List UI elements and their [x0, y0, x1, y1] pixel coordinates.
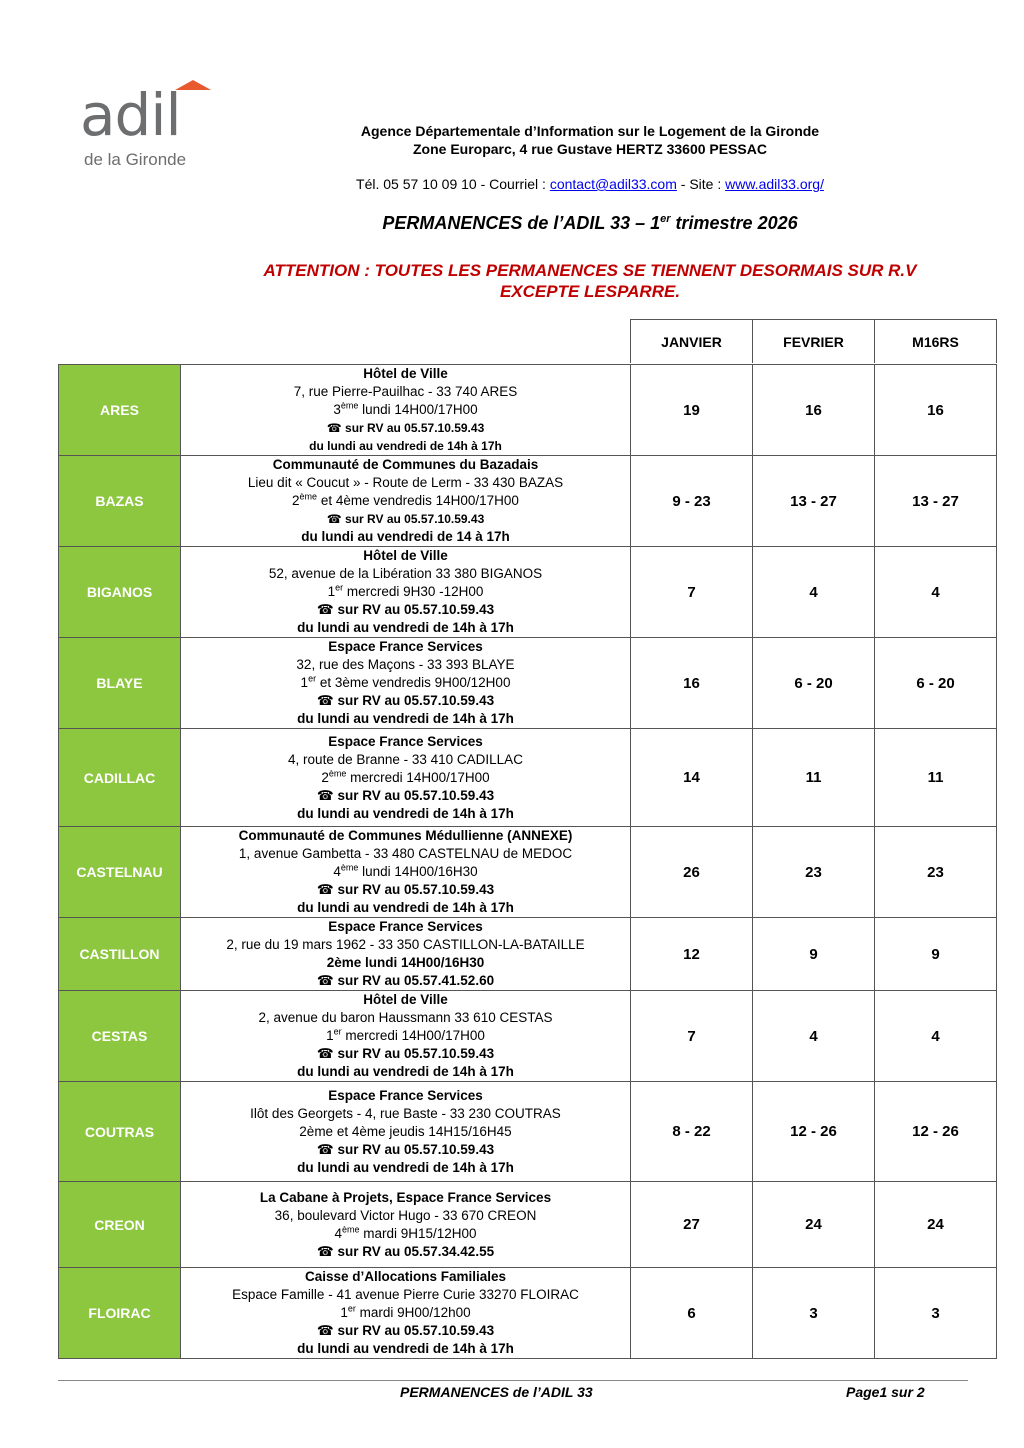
table-row — [59, 918, 997, 991]
venue-name: Espace France Services — [328, 919, 483, 934]
table-row — [59, 365, 997, 456]
schedule: 4ème mardi 9H15/12H00 — [334, 1224, 477, 1241]
venue-name: Espace France Services — [328, 639, 483, 654]
opening-hours: du lundi au vendredi de 14 à 17h — [301, 529, 510, 544]
permanences-table — [58, 364, 997, 1359]
city-cell: CASTILLON — [59, 918, 181, 991]
opening-hours: du lundi au vendredi de 14h à 17h — [297, 1064, 514, 1079]
date-cell-jan: 27 — [631, 1182, 753, 1268]
venue-name: Hôtel de Ville — [363, 992, 448, 1007]
date-cell-feb: 6 - 20 — [753, 638, 875, 729]
column-header-january: JANVIER — [630, 319, 753, 363]
appointment-phone: ☎ sur RV au 05.57.41.52.60 — [316, 973, 495, 988]
schedule: 3ème lundi 14H00/17H00 — [333, 400, 478, 417]
schedule: 2ème et 4ème vendredis 14H00/17H00 — [292, 491, 519, 508]
address-cell — [181, 1082, 631, 1182]
appointment-phone: ☎ sur RV au 05.57.10.59.43 — [326, 512, 485, 526]
warning-notice — [170, 260, 1010, 302]
table-row — [59, 827, 997, 918]
website-link[interactable]: www.adil33.org/ — [725, 176, 824, 192]
schedule: 1er mardi 9H00/12h00 — [340, 1303, 471, 1320]
opening-hours: du lundi au vendredi de 14h à 17h — [297, 900, 514, 915]
venue-address: 7, rue Pierre-Pauilhac - 33 740 ARES — [293, 384, 518, 399]
footer-divider — [58, 1380, 968, 1381]
venue-address: 32, rue des Maçons - 33 393 BLAYE — [296, 657, 515, 672]
venue-address: 2, rue du 19 mars 1962 - 33 350 CASTILLON-LA-BATAILLE — [226, 937, 585, 952]
opening-hours: du lundi au vendredi de 14h à 17h — [297, 1341, 514, 1356]
address-cell — [181, 1182, 631, 1268]
address-cell — [181, 365, 631, 456]
venue-name: La Cabane à Projets, Espace France Services — [259, 1189, 552, 1205]
venue-address: Espace Famille - 41 avenue Pierre Curie 33270 FLOIRAC — [232, 1287, 579, 1302]
email-link[interactable]: contact@adil33.com — [549, 176, 677, 192]
venue-address: Lieu dit « Coucut » - Route de Lerm - 33 430 BAZAS — [247, 475, 564, 490]
schedule: 4ème lundi 14H00/16H30 — [333, 862, 478, 879]
date-cell-feb: 24 — [753, 1182, 875, 1268]
appointment-phone: ☎ sur RV au 05.57.10.59.43 — [316, 1141, 495, 1157]
org-name: Agence Départementale d’Information sur le Logement de la Gironde — [360, 123, 820, 139]
warning-line-2: EXCEPTE LESPARRE. — [499, 282, 681, 301]
appointment-phone: ☎ sur RV au 05.57.10.59.43 — [316, 882, 495, 897]
date-cell-jan: 9 - 23 — [631, 456, 753, 547]
city-cell: CASTELNAU — [59, 827, 181, 918]
venue-address: 52, avenue de la Libération 33 380 BIGANOS — [268, 566, 543, 581]
opening-hours: du lundi au vendredi de 14h à 17h — [297, 1159, 514, 1175]
city-cell: BIGANOS — [59, 547, 181, 638]
date-cell-jan: 12 — [631, 918, 753, 991]
table-row — [59, 991, 997, 1082]
date-cell-mar: 3 — [875, 1268, 997, 1359]
venue-address: 4, route de Branne - 33 410 CADILLAC — [288, 751, 523, 767]
city-cell: ARES — [59, 365, 181, 456]
schedule: 1er et 3ème vendredis 9H00/12H00 — [300, 673, 511, 690]
date-cell-mar: 9 — [875, 918, 997, 991]
date-cell-jan: 14 — [631, 729, 753, 827]
date-cell-jan: 6 — [631, 1268, 753, 1359]
city-cell: FLOIRAC — [59, 1268, 181, 1359]
date-cell-jan: 26 — [631, 827, 753, 918]
address-cell — [181, 729, 631, 827]
date-cell-feb: 16 — [753, 365, 875, 456]
address-cell — [181, 456, 631, 547]
venue-name: Hôtel de Ville — [363, 548, 448, 563]
address-cell — [181, 1268, 631, 1359]
city-cell: CREON — [59, 1182, 181, 1268]
site-label: - Site : — [676, 176, 726, 192]
org-address: Zone Europarc, 4 rue Gustave HERTZ 33600 PESSAC — [412, 141, 767, 157]
date-cell-mar: 4 — [875, 991, 997, 1082]
logo-subtitle: de la Gironde — [84, 150, 187, 169]
date-cell-mar: 11 — [875, 729, 997, 827]
date-cell-feb: 3 — [753, 1268, 875, 1359]
table-row — [59, 547, 997, 638]
appointment-phone: ☎ sur RV au 05.57.10.59.43 — [316, 602, 495, 617]
date-cell-mar: 12 - 26 — [875, 1082, 997, 1182]
appointment-phone: ☎ sur RV au 05.57.10.59.43 — [316, 693, 495, 708]
venue-name: Communauté de Communes Médullienne (ANNEXE) — [238, 828, 573, 843]
venue-address: 1, avenue Gambetta - 33 480 CASTELNAU de MEDOC — [238, 846, 573, 861]
address-cell — [181, 638, 631, 729]
date-cell-jan: 19 — [631, 365, 753, 456]
date-cell-jan: 8 - 22 — [631, 1082, 753, 1182]
city-cell: CESTAS — [59, 991, 181, 1082]
appointment-phone: ☎ sur RV au 05.57.10.59.43 — [316, 1323, 495, 1338]
date-cell-jan: 7 — [631, 547, 753, 638]
schedule: 1er mercredi 9H30 -12H00 — [327, 582, 484, 599]
venue-address: Ilôt des Georgets - 4, rue Baste - 33 230 COUTRAS — [250, 1105, 561, 1121]
column-header-march: M16RS — [874, 319, 997, 363]
date-cell-feb: 23 — [753, 827, 875, 918]
footer-title: PERMANENCES de l’ADIL 33 — [400, 1384, 593, 1400]
phone-text: Tél. 05 57 10 09 10 - Courriel : — [356, 176, 550, 192]
date-cell-mar: 6 - 20 — [875, 638, 997, 729]
opening-hours: du lundi au vendredi de 14h à 17h — [297, 620, 514, 635]
city-cell: COUTRAS — [59, 1082, 181, 1182]
schedule: 2ème et 4ème jeudis 14H15/16H45 — [299, 1123, 512, 1139]
address-cell — [181, 827, 631, 918]
venue-name: Espace France Services — [328, 733, 483, 749]
address-cell — [181, 991, 631, 1082]
organisation-header — [240, 122, 940, 158]
warning-line-1: ATTENTION : TOUTES LES PERMANENCES SE TIENNENT DESORMAIS SUR R.V — [263, 261, 917, 280]
table-row — [59, 1268, 997, 1359]
date-cell-mar: 4 — [875, 547, 997, 638]
table-row — [59, 729, 997, 827]
venue-name: Caisse d’Allocations Familiales — [304, 1269, 507, 1284]
date-cell-jan: 16 — [631, 638, 753, 729]
appointment-phone: ☎ sur RV au 05.57.10.59.43 — [326, 421, 485, 435]
date-cell-feb: 9 — [753, 918, 875, 991]
date-cell-jan: 7 — [631, 991, 753, 1082]
date-cell-mar: 24 — [875, 1182, 997, 1268]
date-cell-feb: 4 — [753, 991, 875, 1082]
logo-name: adil — [80, 81, 181, 149]
city-cell: CADILLAC — [59, 729, 181, 827]
venue-address: 36, boulevard Victor Hugo - 33 670 CREON — [274, 1207, 537, 1223]
date-cell-feb: 4 — [753, 547, 875, 638]
adil-logo — [80, 80, 210, 175]
appointment-phone: ☎ sur RV au 05.57.10.59.43 — [316, 1046, 495, 1061]
venue-name: Espace France Services — [328, 1087, 483, 1103]
address-cell — [181, 918, 631, 991]
table-row — [59, 638, 997, 729]
city-cell: BLAYE — [59, 638, 181, 729]
table-row — [59, 1182, 997, 1268]
date-cell-mar: 23 — [875, 827, 997, 918]
column-header-february: FEVRIER — [752, 319, 875, 363]
appointment-phone: ☎ sur RV au 05.57.34.42.55 — [316, 1243, 495, 1259]
date-cell-feb: 12 - 26 — [753, 1082, 875, 1182]
date-cell-feb: 11 — [753, 729, 875, 827]
table-row — [59, 456, 997, 547]
table-row — [59, 1082, 997, 1182]
schedule: 1er mercredi 14H00/17H00 — [326, 1026, 485, 1043]
page-number: Page1 sur 2 — [846, 1384, 925, 1400]
address-cell — [181, 547, 631, 638]
date-cell-mar: 16 — [875, 365, 997, 456]
schedule: 2ème mercredi 14H00/17H00 — [321, 768, 490, 785]
page-title: PERMANENCES de l’ADIL 33 – 1er trimestre 2026 — [382, 213, 798, 233]
schedule: 2ème lundi 14H00/16H30 — [326, 955, 485, 970]
opening-hours: du lundi au vendredi de 14h à 17h — [297, 805, 514, 821]
opening-hours: du lundi au vendredi de 14h à 17h — [297, 711, 514, 726]
venue-name: Hôtel de Ville — [363, 366, 448, 381]
opening-hours: du lundi au vendredi de 14h à 17h — [309, 439, 502, 453]
appointment-phone: ☎ sur RV au 05.57.10.59.43 — [316, 787, 495, 803]
venue-name: Communauté de Communes du Bazadais — [272, 457, 539, 472]
date-cell-feb: 13 - 27 — [753, 456, 875, 547]
city-cell: BAZAS — [59, 456, 181, 547]
date-cell-mar: 13 - 27 — [875, 456, 997, 547]
venue-address: 2, avenue du baron Haussmann 33 610 CESTAS — [258, 1010, 553, 1025]
contact-line — [240, 176, 940, 192]
